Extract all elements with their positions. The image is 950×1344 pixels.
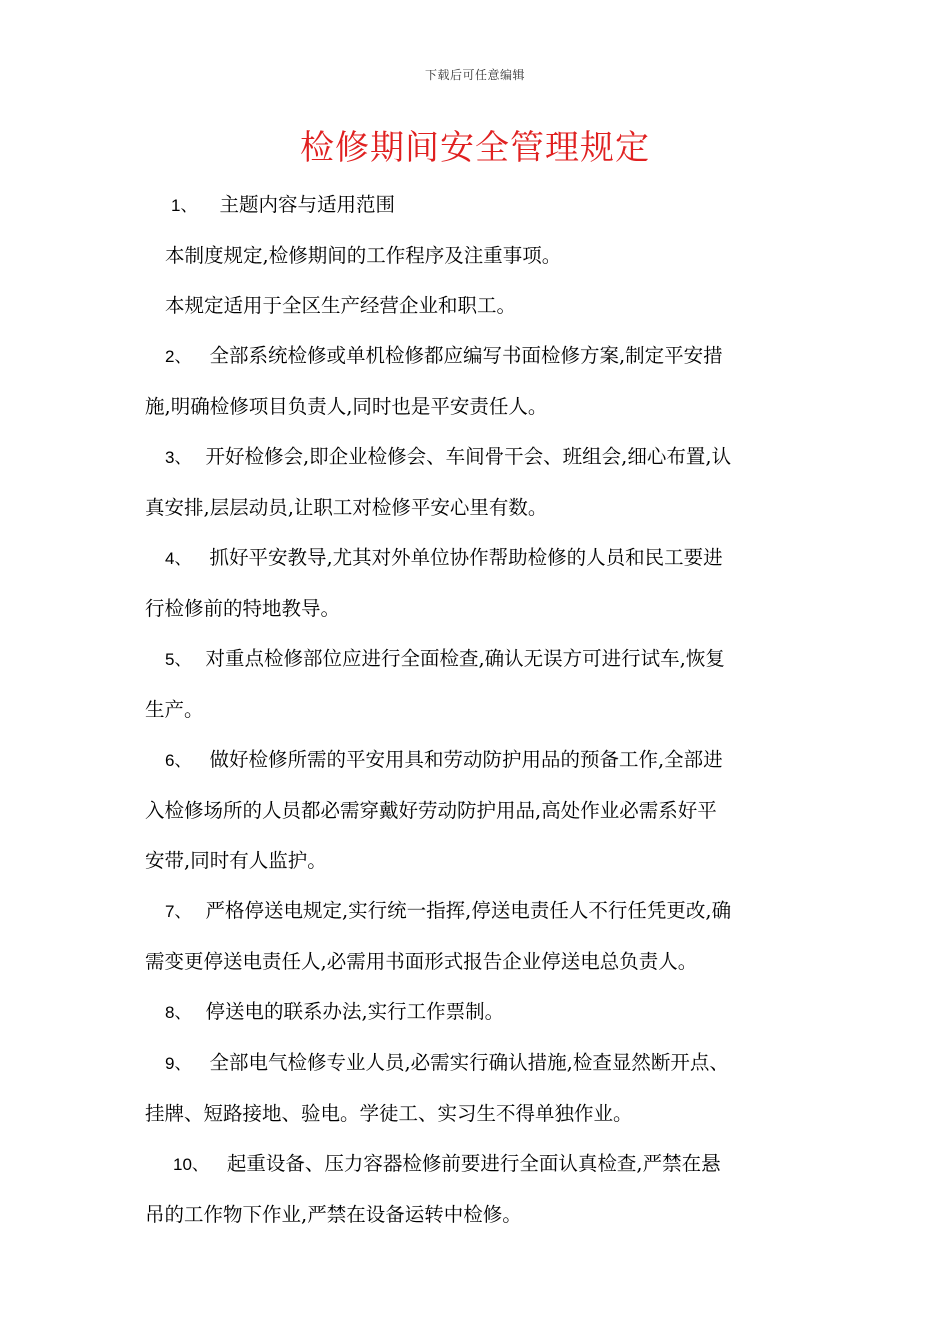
section-10-line-1 bbox=[145, 1139, 810, 1190]
section-1-line-1 bbox=[145, 180, 810, 231]
section-9-line-1 bbox=[145, 1038, 810, 1089]
section-2-line-2: 施,明确检修项目负责人,同时也是平安责任人。 bbox=[145, 395, 548, 418]
section-6-text-1: 做好检修所需的平安用具和劳动防护用品的预备工作,全部进 bbox=[209, 748, 723, 771]
section-8-number: 8、 bbox=[165, 1003, 192, 1022]
section-4 bbox=[145, 533, 810, 634]
section-8-line-1 bbox=[145, 987, 810, 1038]
section-2 bbox=[145, 331, 810, 432]
page-title: 检修期间安全管理规定 bbox=[300, 128, 650, 168]
section-7-line-1 bbox=[145, 886, 810, 937]
scope-paragraph-1 bbox=[145, 231, 810, 281]
section-5-line-1 bbox=[145, 634, 810, 685]
section-9-text-1: 全部电气检修专业人员,必需实行确认措施,检查显然断开点、 bbox=[209, 1051, 729, 1074]
section-7-number: 7、 bbox=[165, 902, 192, 921]
section-3-number: 3、 bbox=[165, 448, 192, 467]
section-1-text: 主题内容与适用范围 bbox=[219, 193, 395, 216]
section-10-number: 10、 bbox=[173, 1155, 209, 1174]
section-10-line-2: 吊的工作物下作业,严禁在设备运转中检修。 bbox=[145, 1203, 522, 1226]
section-6-line-1 bbox=[145, 735, 810, 786]
section-10 bbox=[145, 1139, 810, 1240]
scope-paragraph-2-line bbox=[145, 281, 810, 331]
section-1-number: 1、 bbox=[171, 196, 198, 215]
scope-paragraph-1-text: 本制度规定,检修期间的工作程序及注重事项。 bbox=[165, 244, 562, 267]
section-4-text-1: 抓好平安教导,尤其对外单位协作帮助检修的人员和民工要进 bbox=[209, 546, 723, 569]
section-6-line-3: 安带,同时有人监护。 bbox=[145, 849, 327, 872]
section-2-line-1 bbox=[145, 331, 810, 382]
scope-paragraph-1-line bbox=[145, 231, 810, 281]
section-9-line-2: 挂牌、短路接地、验电。学徒工、实习生不得单独作业。 bbox=[145, 1102, 633, 1125]
section-3-line-1 bbox=[145, 432, 810, 483]
section-1 bbox=[145, 180, 810, 231]
section-5-line-2: 生产。 bbox=[145, 698, 204, 721]
section-6-number: 6、 bbox=[165, 751, 192, 770]
section-4-number: 4、 bbox=[165, 549, 192, 568]
section-4-line-1 bbox=[145, 533, 810, 584]
section-3-line-2: 真安排,层层动员,让职工对检修平安心里有数。 bbox=[145, 496, 548, 519]
scope-paragraph-2-text: 本规定适用于全区生产经营企业和职工。 bbox=[165, 294, 517, 317]
section-8 bbox=[145, 987, 810, 1038]
header-note: 下载后可任意编辑 bbox=[424, 68, 525, 82]
scope-paragraph-2 bbox=[145, 281, 810, 331]
section-3-text-1: 开好检修会,即企业检修会、车间骨干会、班组会,细心布置,认 bbox=[205, 445, 732, 468]
section-7-line-2: 需变更停送电责任人,必需用书面形式报告企业停送电总负责人。 bbox=[145, 950, 698, 973]
document-body bbox=[145, 180, 810, 1240]
section-2-text-1: 全部系统检修或单机检修都应编写书面检修方案,制定平安措 bbox=[209, 344, 723, 367]
section-2-number: 2、 bbox=[165, 347, 192, 366]
section-6-line-2: 入检修场所的人员都必需穿戴好劳动防护用品,高处作业必需系好平 bbox=[145, 799, 717, 822]
section-9 bbox=[145, 1038, 810, 1139]
section-5-text-1: 对重点检修部位应进行全面检查,确认无误方可进行试车,恢复 bbox=[205, 647, 725, 670]
section-7-text-1: 严格停送电规定,实行统一指挥,停送电责任人不行任凭更改,确 bbox=[205, 899, 732, 922]
section-6 bbox=[145, 735, 810, 886]
section-9-number: 9、 bbox=[165, 1054, 192, 1073]
section-3 bbox=[145, 432, 810, 533]
section-5-number: 5、 bbox=[165, 650, 192, 669]
section-8-text-1: 停送电的联系办法,实行工作票制。 bbox=[205, 1000, 505, 1023]
section-7 bbox=[145, 886, 810, 987]
section-10-text-1: 起重设备、压力容器检修前要进行全面认真检查,严禁在悬 bbox=[226, 1152, 721, 1175]
section-4-line-2: 行检修前的特地教导。 bbox=[145, 597, 341, 620]
section-5 bbox=[145, 634, 810, 735]
